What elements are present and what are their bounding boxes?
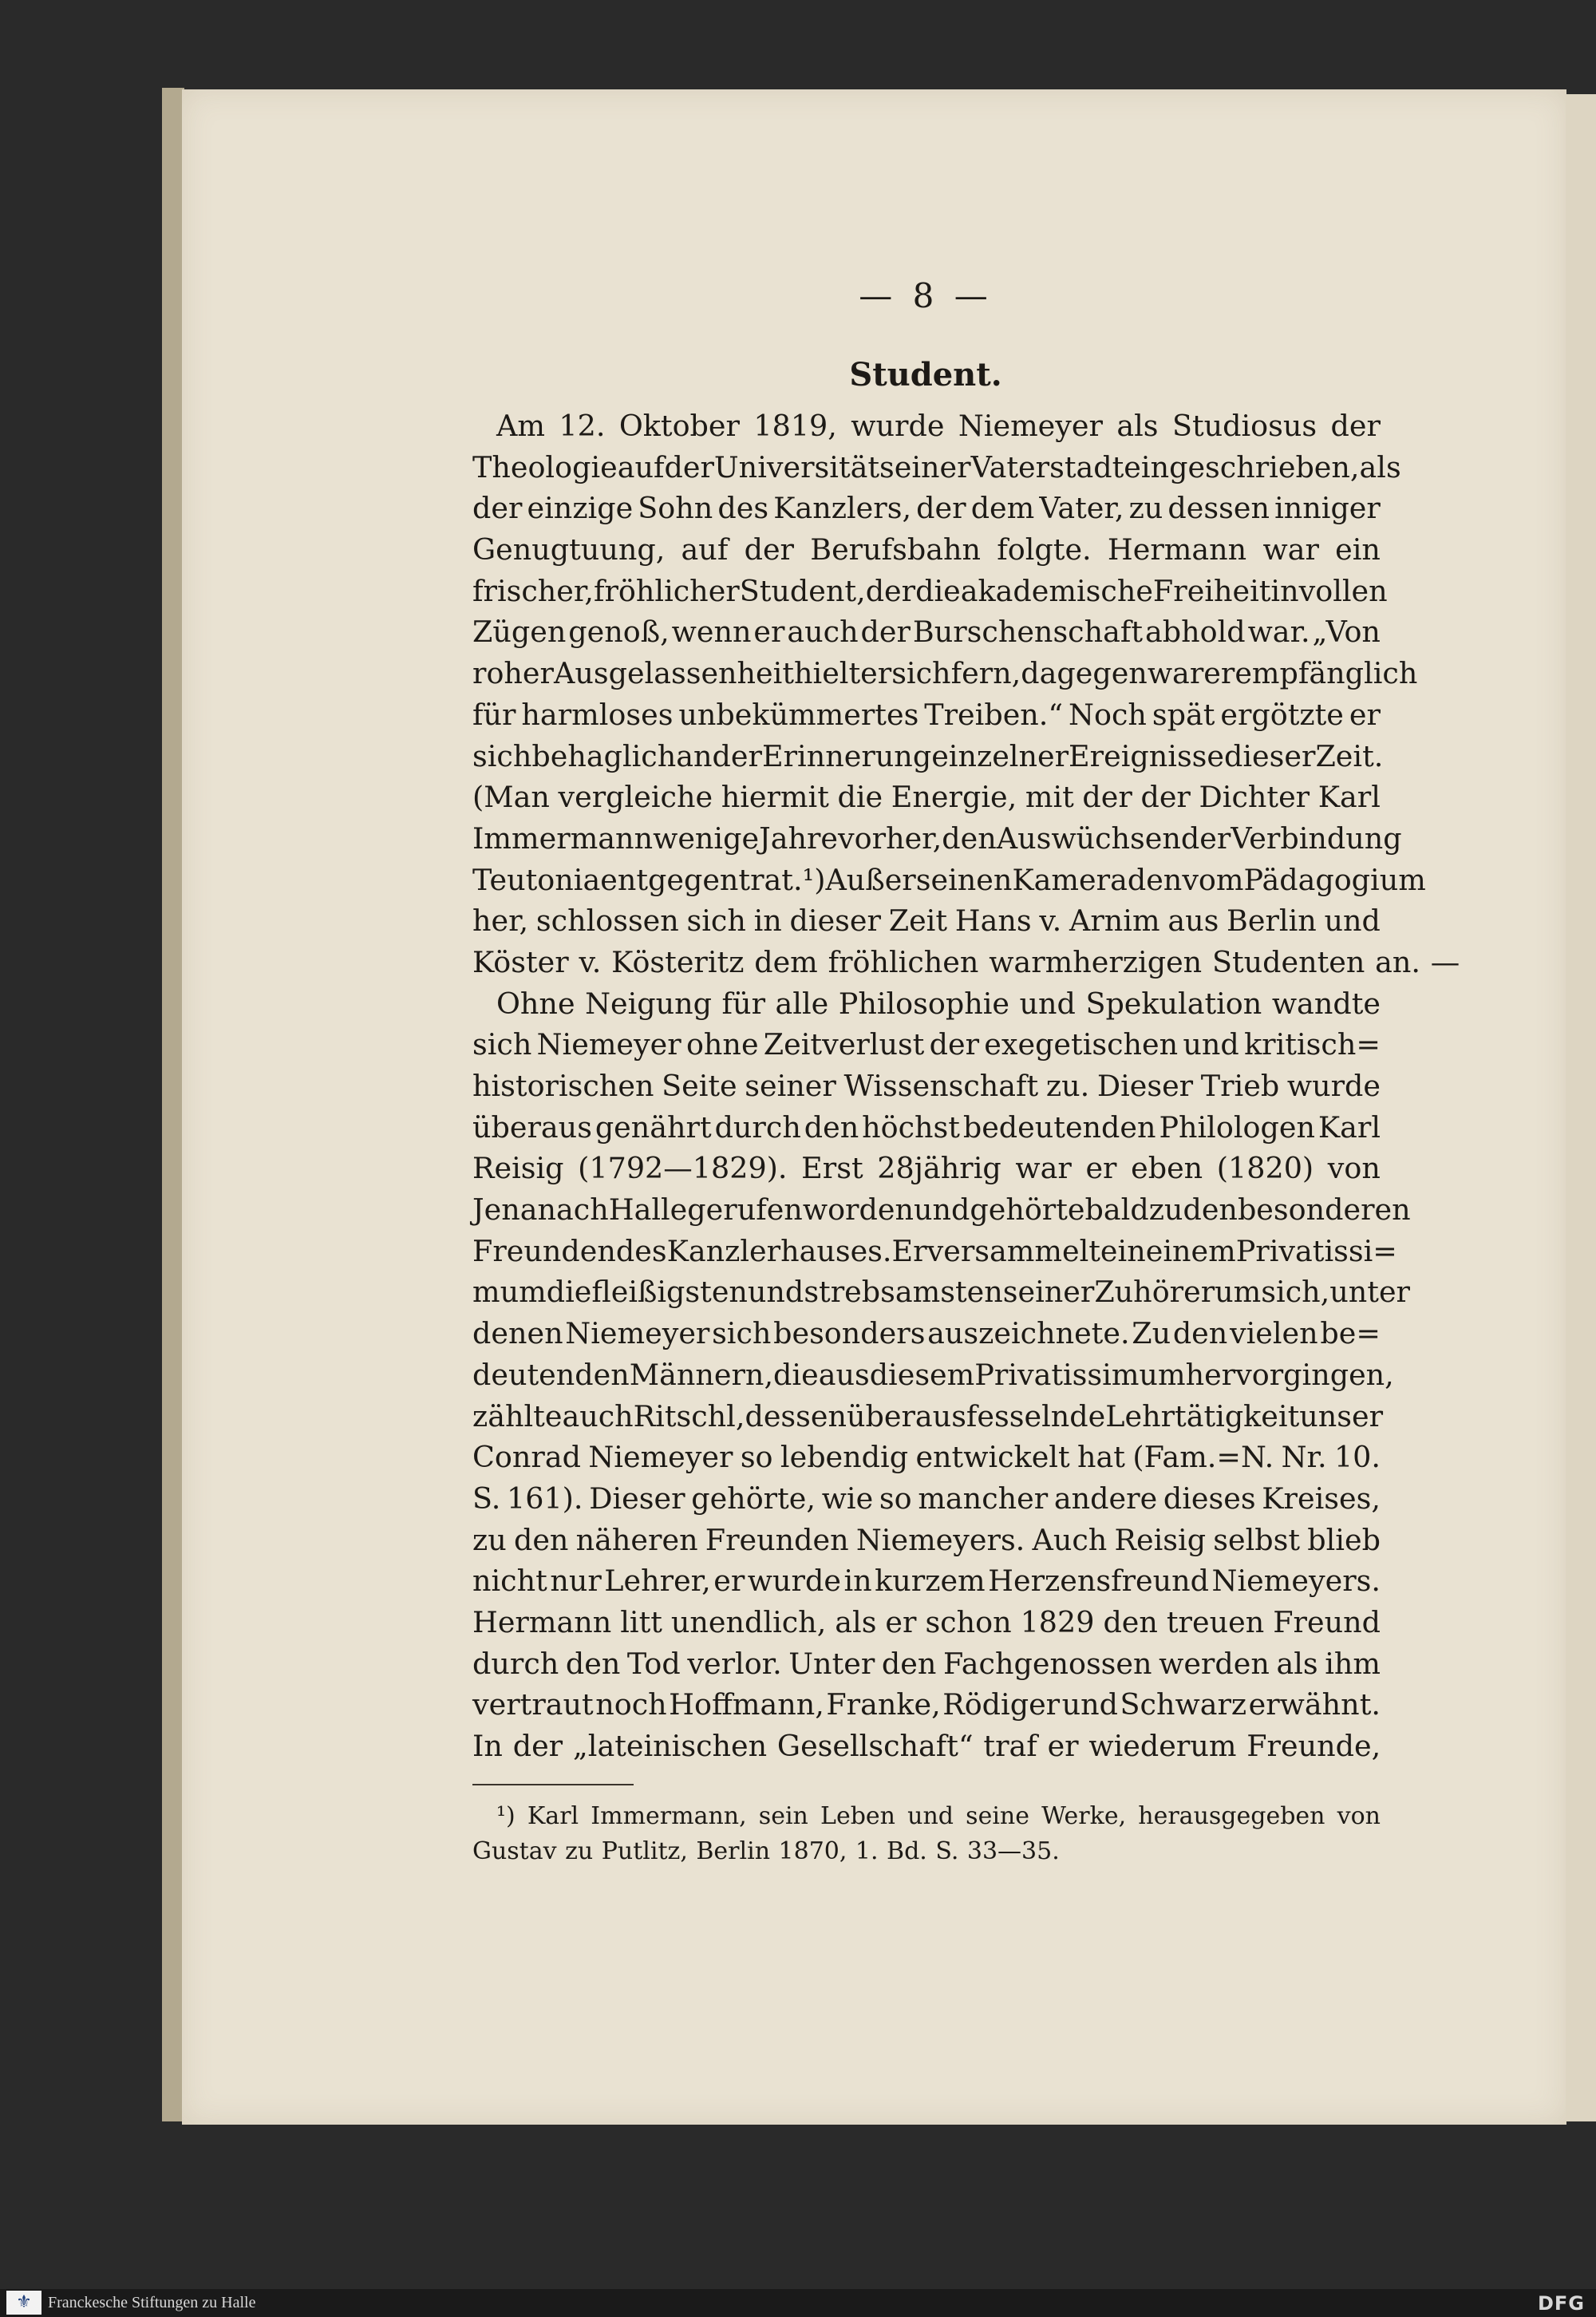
- body-line: sich Niemeyer ohne Zeitverlust der exegetischen und kritisch=: [472, 1027, 1381, 1062]
- institution-label: Franckesche Stiftungen zu Halle: [48, 2294, 256, 2311]
- body-line: Am 12. Oktober 1819, wurde Niemeyer als Studiosus der: [496, 409, 1381, 443]
- body-line: Jena nach Halle gerufen worden und gehörte bald zu den besonderen: [472, 1192, 1411, 1228]
- body-line: Teutonia entgegentrat.¹) Außer seinen Kameraden vom Pädagogium: [472, 862, 1426, 897]
- institution-logo-icon: ⚜: [6, 2291, 41, 2315]
- body-line: (Man vergleiche hiermit die Energie, mit der der Dichter Karl: [472, 780, 1381, 815]
- adjacent-page-edge: [1566, 94, 1596, 2121]
- footnote-line: Gustav zu Putlitz, Berlin 1870, 1. Bd. S. 33—35.: [472, 1837, 1060, 1865]
- page-edge: [162, 88, 184, 2121]
- section-heading: Student.: [849, 356, 1002, 393]
- body-line: frischer, fröhlicher Student, der die akademische Freiheit in vollen: [472, 573, 1388, 608]
- body-line: deutenden Männern, die aus diesem Privatissimum hervorgingen,: [472, 1357, 1394, 1392]
- body-line: sich behaglich an der Erinnerung einzelner Ereignisse dieser Zeit.: [472, 738, 1384, 773]
- footnote-divider: [472, 1784, 634, 1785]
- body-line: roher Ausgelassenheit hielt er sich fern, dagegen war er empfänglich: [472, 656, 1418, 691]
- body-line: her, schlossen sich in dieser Zeit Hans v. Arnim aus Berlin und: [472, 903, 1381, 939]
- body-line: Köster v. Kösteritz dem fröhlichen warmherzigen Studenten an. —: [472, 944, 1460, 979]
- body-line: S. 161). Dieser gehörte, wie so mancher andere dieses Kreises,: [472, 1481, 1381, 1516]
- body-line: Hermann litt unendlich, als er schon 1829 den treuen Freund: [472, 1604, 1381, 1639]
- body-line: vertraut noch Hoffmann, Franke, Rödiger und Schwarz erwähnt.: [472, 1687, 1381, 1722]
- body-line: nicht nur Lehrer, er wurde in kurzem Herzensfreund Niemeyers.: [472, 1564, 1381, 1599]
- body-text: [472, 405, 1460, 1767]
- body-line: historischen Seite seiner Wissenschaft zu. Dieser Trieb wurde: [472, 1069, 1381, 1103]
- body-line: zählte auch Ritschl, dessen überaus fesselnde Lehrtätigkeit unser: [472, 1398, 1384, 1433]
- body-line: zu den näheren Freunden Niemeyers. Auch Reisig selbst blieb: [472, 1522, 1381, 1557]
- body-line: Genugtuung, auf der Berufsbahn folgte. Hermann war ein: [472, 532, 1381, 567]
- body-line: überaus genährt durch den höchst bedeutenden Philologen Karl: [472, 1109, 1381, 1145]
- body-line: Conrad Niemeyer so lebendig entwickelt hat (Fam.=N. Nr. 10.: [472, 1440, 1381, 1475]
- footnote: [472, 1799, 1381, 1869]
- body-line: Zügen genoß, wenn er auch der Burschenschaft abhold war. „Von: [472, 615, 1381, 650]
- body-line: Reisig (1792—1829). Erst 28jährig war er eben (1820) von: [472, 1151, 1381, 1186]
- body-line: Freunden des Kanzlerhauses. Er versammelte in einem Privatissi=: [472, 1233, 1397, 1268]
- dfg-badge: DFG: [1537, 2292, 1585, 2315]
- body-line: In der „lateinischen Gesellschaft“ traf er wiederum Freunde,: [472, 1729, 1381, 1763]
- body-line: Theologie auf der Universität seiner Vaterstadt eingeschrieben, als: [472, 449, 1401, 484]
- page-number: — 8 —: [859, 276, 993, 315]
- footnote-line: ¹) Karl Immermann, sein Leben und seine Werke, herausgegeben von: [496, 1802, 1381, 1830]
- body-line: der einzige Sohn des Kanzlers, der dem Vater, zu dessen inniger: [472, 491, 1381, 526]
- body-line: Ohne Neigung für alle Philosophie und Spekulation wandte: [496, 986, 1381, 1021]
- body-line: für harmloses unbekümmertes Treiben.“ Noch spät ergötzte er: [472, 697, 1381, 732]
- body-line: denen Niemeyer sich besonders auszeichnete. Zu den vielen be=: [472, 1316, 1381, 1351]
- body-line: Immermann wenige Jahre vorher, den Auswüchsen der Verbindung: [472, 820, 1402, 856]
- body-line: mum die fleißigsten und strebsamsten seiner Zuhörer um sich, unter: [472, 1275, 1410, 1310]
- body-line: durch den Tod verlor. Unter den Fachgenossen werden als ihm: [472, 1646, 1381, 1681]
